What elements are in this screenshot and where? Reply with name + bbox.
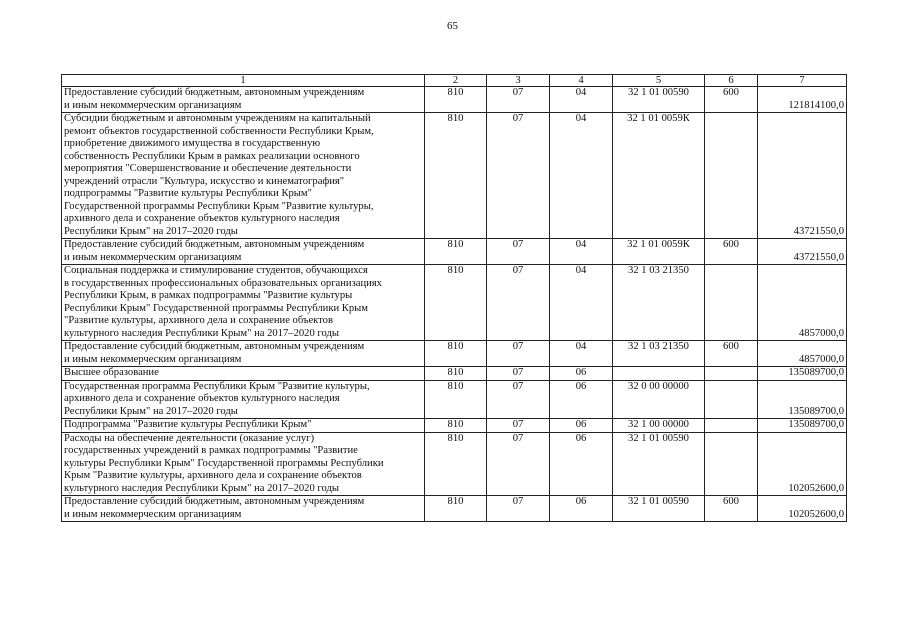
description-cell: Высшее образование (62, 367, 425, 381)
section-cell: 07 (487, 87, 550, 113)
expense-type-cell (705, 432, 758, 496)
section-cell: 07 (487, 265, 550, 341)
target-article-cell (613, 367, 705, 381)
target-article-cell: 32 1 03 21350 (613, 341, 705, 367)
target-article-cell: 32 0 00 00000 (613, 380, 705, 419)
target-article-cell: 32 1 01 00590 (613, 496, 705, 522)
description-cell: Предоставление субсидий бюджетным, автономным учреждениям и иным некоммерческим организациям (62, 239, 425, 265)
amount-cell: 102052600,0 (758, 496, 847, 522)
section-cell: 07 (487, 419, 550, 433)
table-row (62, 380, 847, 419)
description-cell: Субсидии бюджетным и автономным учреждениям на капитальный ремонт объектов государственной собственности Республики Крым, приобретение движимого имущества в государственную собственность Республики Крым в рамках реализации основного мероприятия "Совершенствование и обеспечение деятельности учреждений отрасли "Культура, искусство и кинематография" подпрограммы "Развитие культуры Республики Крым" Государственной программы Республики Крым "Развитие культуры, архивного дела и сохранение объектов культурного наследия Республики Крым" на 2017–2020 годы (62, 113, 425, 239)
target-article-cell: 32 1 01 0059К (613, 113, 705, 239)
table-row (62, 367, 847, 381)
table-header-row (62, 75, 847, 87)
expense-type-cell: 600 (705, 341, 758, 367)
header-cell: 2 (425, 75, 487, 87)
header-cell: 5 (613, 75, 705, 87)
amount-cell: 43721550,0 (758, 113, 847, 239)
code-cell: 810 (425, 341, 487, 367)
section-cell: 07 (487, 113, 550, 239)
expense-type-cell: 600 (705, 87, 758, 113)
subsection-cell: 06 (550, 380, 613, 419)
description-cell: Социальная поддержка и стимулирование студентов, обучающихся в государственных профессиональных образовательных организациях Республики Крым, в рамках подпрограммы "Развитие культуры Республики Крым" Государственной программы Республики Крым "Развитие культуры, архивного дела и сохранение объектов культурного наследия Республики Крым" на 2017–2020 годы (62, 265, 425, 341)
subsection-cell: 04 (550, 239, 613, 265)
table-row (62, 496, 847, 522)
description-cell: Подпрограмма "Развитие культуры Республики Крым" (62, 419, 425, 433)
code-cell: 810 (425, 367, 487, 381)
amount-cell: 135089700,0 (758, 380, 847, 419)
header-cell: 3 (487, 75, 550, 87)
expense-type-cell (705, 113, 758, 239)
expense-type-cell: 600 (705, 239, 758, 265)
header-cell: 1 (62, 75, 425, 87)
section-cell: 07 (487, 239, 550, 265)
amount-cell: 121814100,0 (758, 87, 847, 113)
page-number: 65 (447, 20, 458, 32)
table-row (62, 265, 847, 341)
table-row (62, 341, 847, 367)
expense-type-cell (705, 380, 758, 419)
amount-cell: 43721550,0 (758, 239, 847, 265)
code-cell: 810 (425, 496, 487, 522)
budget-table (61, 74, 847, 522)
table-row (62, 432, 847, 496)
description-cell: Предоставление субсидий бюджетным, автономным учреждениям и иным некоммерческим организациям (62, 341, 425, 367)
description-cell: Предоставление субсидий бюджетным, автономным учреждениям и иным некоммерческим организациям (62, 496, 425, 522)
target-article-cell: 32 1 01 00590 (613, 432, 705, 496)
amount-cell: 135089700,0 (758, 419, 847, 433)
table-row (62, 87, 847, 113)
section-cell: 07 (487, 367, 550, 381)
table-row (62, 113, 847, 239)
target-article-cell: 32 1 00 00000 (613, 419, 705, 433)
amount-cell: 135089700,0 (758, 367, 847, 381)
header-cell: 4 (550, 75, 613, 87)
amount-cell: 102052600,0 (758, 432, 847, 496)
expense-type-cell: 600 (705, 496, 758, 522)
code-cell: 810 (425, 113, 487, 239)
target-article-cell: 32 1 01 0059К (613, 239, 705, 265)
section-cell: 07 (487, 432, 550, 496)
code-cell: 810 (425, 432, 487, 496)
subsection-cell: 04 (550, 265, 613, 341)
section-cell: 07 (487, 341, 550, 367)
code-cell: 810 (425, 239, 487, 265)
subsection-cell: 06 (550, 432, 613, 496)
amount-cell: 4857000,0 (758, 265, 847, 341)
target-article-cell: 32 1 01 00590 (613, 87, 705, 113)
code-cell: 810 (425, 380, 487, 419)
target-article-cell: 32 1 03 21350 (613, 265, 705, 341)
subsection-cell: 04 (550, 87, 613, 113)
section-cell: 07 (487, 496, 550, 522)
subsection-cell: 04 (550, 113, 613, 239)
subsection-cell: 06 (550, 496, 613, 522)
header-cell: 6 (705, 75, 758, 87)
section-cell: 07 (487, 380, 550, 419)
code-cell: 810 (425, 87, 487, 113)
subsection-cell: 04 (550, 341, 613, 367)
code-cell: 810 (425, 265, 487, 341)
expense-type-cell (705, 419, 758, 433)
expense-type-cell (705, 367, 758, 381)
header-cell: 7 (758, 75, 847, 87)
table-row (62, 239, 847, 265)
description-cell: Расходы на обеспечение деятельности (оказание услуг) государственных учреждений в рамках подпрограммы "Развитие культуры Республики Крым" Государственной программы Республики Крым "Развитие культуры, архивного дела и сохранение объектов культурного наследия Республики Крым" на 2017–2020 годы (62, 432, 425, 496)
table-row (62, 419, 847, 433)
subsection-cell: 06 (550, 367, 613, 381)
description-cell: Предоставление субсидий бюджетным, автономным учреждениям и иным некоммерческим организациям (62, 87, 425, 113)
description-cell: Государственная программа Республики Крым "Развитие культуры, архивного дела и сохранение объектов культурного наследия Республики Крым" на 2017–2020 годы (62, 380, 425, 419)
code-cell: 810 (425, 419, 487, 433)
amount-cell: 4857000,0 (758, 341, 847, 367)
expense-type-cell (705, 265, 758, 341)
subsection-cell: 06 (550, 419, 613, 433)
